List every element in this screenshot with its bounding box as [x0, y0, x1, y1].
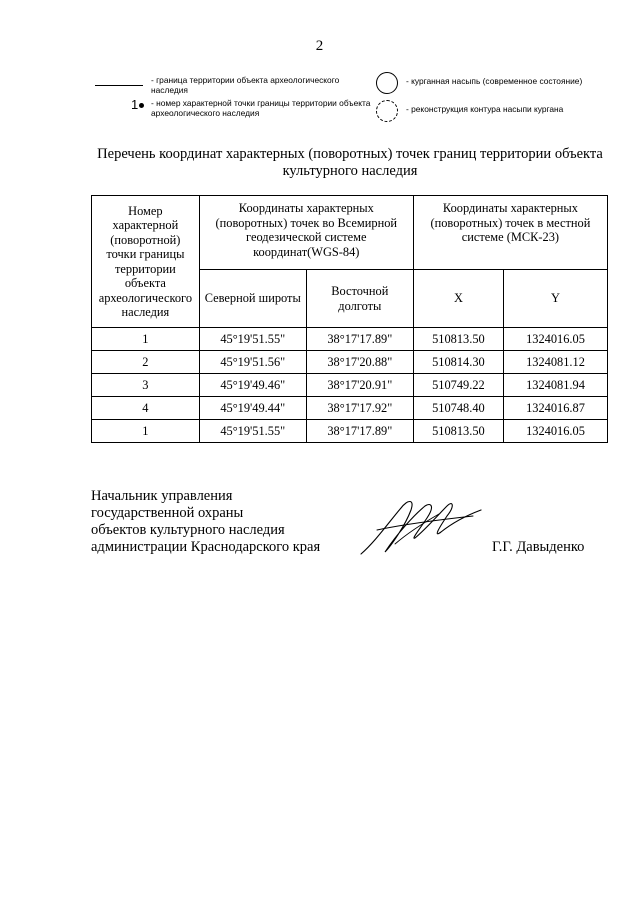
mound-reconstruction-dashed-circle-icon	[376, 100, 398, 122]
cell-longitude: 38°17'17.89"	[306, 328, 413, 351]
table-row	[92, 328, 608, 351]
point-number-symbol	[131, 98, 144, 111]
boundary-line-symbol	[95, 85, 143, 86]
header-y: Y	[504, 270, 608, 328]
cell-x: 510748.40	[413, 397, 503, 420]
cell-y: 1324016.87	[504, 397, 608, 420]
cell-point-number: 1	[92, 420, 200, 443]
cell-x: 510813.50	[413, 420, 503, 443]
header-wgs84: Координаты характерных (поворотных) точек во Всемирной геодезической системе координат(WGS-84)	[199, 196, 413, 270]
cell-point-number: 1	[92, 328, 200, 351]
cell-latitude: 45°19'51.56"	[199, 351, 306, 374]
cell-latitude: 45°19'49.46"	[199, 374, 306, 397]
cell-point-number: 2	[92, 351, 200, 374]
header-latitude: Северной широты	[199, 270, 306, 328]
cell-y: 1324081.12	[504, 351, 608, 374]
cell-y: 1324016.05	[504, 420, 608, 443]
legend-boundary-text: - граница территории объекта археологического наследия	[151, 75, 340, 95]
position-line: администрации Краснодарского края	[91, 539, 321, 555]
cell-longitude: 38°17'17.89"	[306, 420, 413, 443]
legend-point-text: - номер характерной точки границы территории объекта археологического наследия	[151, 98, 371, 118]
point-symbol-number: 1	[131, 97, 139, 112]
cell-longitude: 38°17'20.88"	[306, 351, 413, 374]
position-line: объектов культурного наследия	[91, 522, 285, 538]
table-row	[92, 420, 608, 443]
table-row	[92, 397, 608, 420]
table-row	[92, 374, 608, 397]
header-x: X	[413, 270, 503, 328]
cell-x: 510813.50	[413, 328, 503, 351]
cell-longitude: 38°17'20.91"	[306, 374, 413, 397]
cell-latitude: 45°19'51.55"	[199, 420, 306, 443]
cell-y: 1324081.94	[504, 374, 608, 397]
header-msk23: Координаты характерных (поворотных) точек в местной системе (МСК-23)	[413, 196, 607, 270]
document-title: Перечень координат характерных (поворотных) точек границ территории объекта культурного наследия	[97, 146, 603, 179]
legend-mound-text: - курганная насыпь (современное состояние)	[406, 76, 583, 86]
cell-point-number: 4	[92, 397, 200, 420]
cell-x: 510749.22	[413, 374, 503, 397]
signatory-position	[91, 488, 320, 556]
cell-y: 1324016.05	[504, 328, 608, 351]
cell-x: 510814.30	[413, 351, 503, 374]
header-longitude: Восточной долготы	[306, 270, 413, 328]
header-point-number: Номер характерной (поворотной) точки границы территории объекта археологического наследия	[92, 196, 200, 328]
position-line: государственной охраны	[91, 505, 244, 521]
coordinates-table	[91, 195, 608, 443]
signer-name: Г.Г. Давыденко	[492, 539, 585, 555]
handwritten-signature	[355, 494, 485, 560]
legend-mound-reconstruction-text: - реконструкция контура насыпи кургана	[406, 104, 564, 114]
table-row	[92, 351, 608, 374]
mound-circle-icon	[376, 72, 398, 94]
position-line: Начальник управления	[91, 488, 233, 504]
page-number: 2	[315, 38, 324, 54]
cell-latitude: 45°19'49.44"	[199, 397, 306, 420]
cell-longitude: 38°17'17.92"	[306, 397, 413, 420]
cell-latitude: 45°19'51.55"	[199, 328, 306, 351]
legend	[95, 72, 615, 122]
cell-point-number: 3	[92, 374, 200, 397]
point-dot-icon	[139, 103, 144, 108]
